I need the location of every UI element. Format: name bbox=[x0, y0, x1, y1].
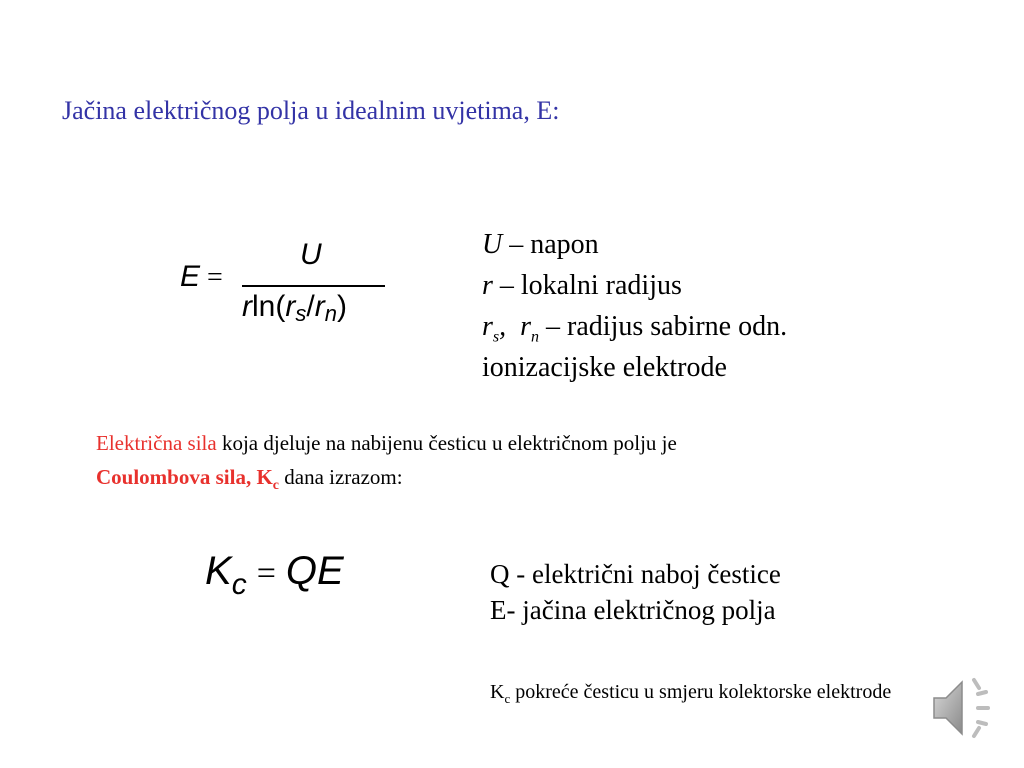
legend-u-symbol: U bbox=[482, 229, 503, 260]
note-k-sub: c bbox=[504, 691, 511, 706]
legend-r bbox=[482, 265, 787, 306]
den-rn-sub: n bbox=[324, 301, 337, 326]
slide-title: Jačina električnog polja u idealnim uvjetima, E: bbox=[62, 96, 560, 125]
fraction-bar bbox=[242, 285, 385, 287]
formula2-legend bbox=[490, 556, 781, 628]
note-text: pokreće česticu u smjeru kolektorske elektrode bbox=[510, 681, 892, 703]
legend-rs-rn bbox=[482, 306, 787, 347]
formula1-lhs: E bbox=[180, 260, 201, 293]
formula2-equals: = bbox=[256, 555, 276, 592]
legend-q: Q - električni naboj čestice bbox=[490, 559, 781, 589]
formula-coulomb-force bbox=[205, 549, 344, 602]
coulomb-force-label bbox=[96, 465, 279, 494]
speaker-icon[interactable] bbox=[930, 672, 994, 744]
coulomb-paragraph bbox=[96, 426, 677, 503]
den-close: ) bbox=[336, 290, 347, 323]
formula1-denominator bbox=[242, 290, 347, 327]
rn-sub: n bbox=[531, 328, 540, 346]
formula2-lhs-sub: c bbox=[231, 568, 247, 601]
formula2-lhs: K bbox=[205, 549, 232, 593]
sound-waves bbox=[974, 680, 988, 736]
paragraph-text2: dana izrazom: bbox=[279, 465, 403, 489]
rs-sub: s bbox=[492, 328, 500, 346]
legend-continuation: ionizacijske elektrode bbox=[482, 352, 727, 383]
den-rs: r bbox=[285, 290, 296, 323]
formula1-numerator: U bbox=[300, 238, 322, 271]
formula1-equals: = bbox=[207, 262, 223, 293]
force-direction-note bbox=[490, 677, 920, 714]
legend-u-text: – napon bbox=[502, 229, 599, 260]
legend-u bbox=[482, 224, 787, 265]
rs-comma: , bbox=[499, 311, 507, 342]
den-rs-sub: s bbox=[295, 301, 307, 326]
den-r: r bbox=[242, 290, 252, 323]
speaker-svg bbox=[930, 672, 994, 744]
legend-r-text: – lokalni radijus bbox=[492, 270, 682, 301]
legend-rs-rn-text: – radijus sabirne odn. bbox=[539, 311, 788, 342]
rn-base: r bbox=[520, 311, 532, 342]
den-ln: ln( bbox=[252, 290, 286, 323]
legend-e: E- jačina električnog polja bbox=[490, 595, 776, 625]
legend-rs-symbol bbox=[482, 311, 507, 346]
highlight-electric-force: Električna sila bbox=[96, 431, 217, 455]
formula2-rhs: QE bbox=[285, 549, 344, 593]
speaker-body bbox=[934, 682, 962, 734]
den-rn: r bbox=[314, 290, 325, 323]
coulomb-label-text: Coulombova sila, K bbox=[96, 465, 273, 489]
note-k: K bbox=[490, 681, 505, 703]
rs-base: r bbox=[482, 311, 493, 342]
legend-rn-symbol bbox=[520, 311, 540, 346]
legend-r-symbol: r bbox=[482, 270, 493, 301]
den-slash: / bbox=[306, 290, 315, 323]
coulomb-label-sub: c bbox=[272, 478, 279, 494]
formula1-legend bbox=[482, 224, 787, 388]
paragraph-text1: koja djeluje na nabijenu česticu u električnom polju je bbox=[216, 431, 677, 455]
